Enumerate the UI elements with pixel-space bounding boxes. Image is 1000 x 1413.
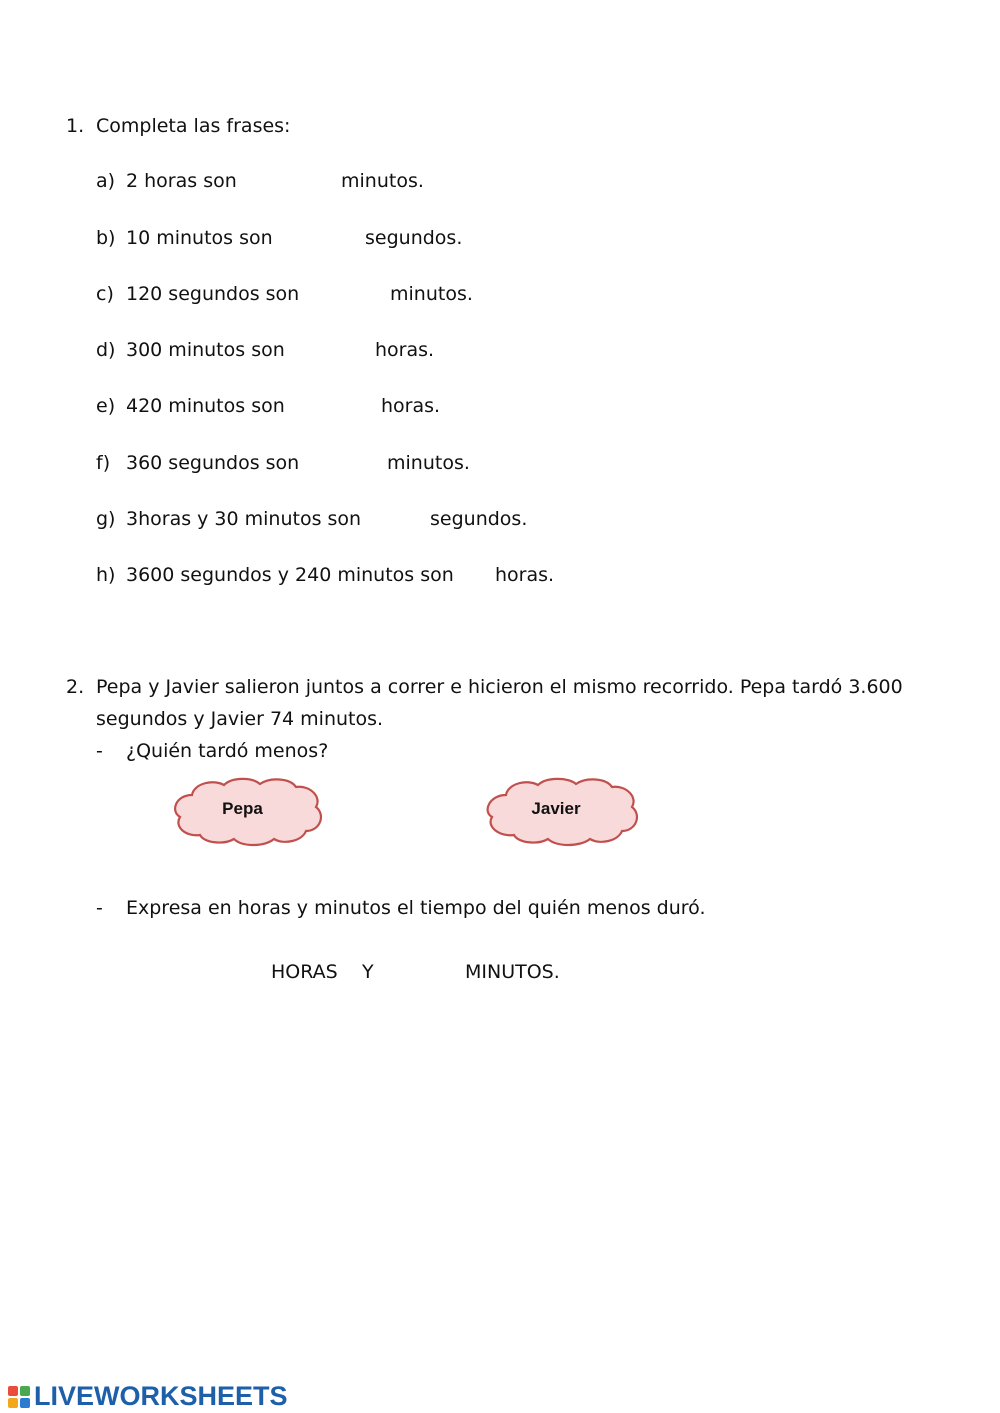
q1a-answer-blank[interactable] [275, 169, 285, 193]
q1g-text: 3horas y 30 minutos son [126, 508, 362, 530]
q1c-letter: c) [96, 283, 114, 305]
q1-title: Completa las frases: [96, 115, 291, 137]
q1c-unit: minutos. [390, 283, 473, 305]
q1f-answer-blank[interactable] [325, 451, 335, 475]
minutos-label: MINUTOS. [465, 961, 560, 983]
option-javier-cloud[interactable] [482, 775, 642, 847]
hours-answer-blank[interactable] [225, 960, 265, 984]
q1d-answer-blank[interactable] [318, 338, 328, 362]
q1g-answer-blank[interactable] [385, 507, 395, 531]
option-pepa-cloud[interactable] [170, 775, 325, 847]
q1b-unit: segundos. [365, 227, 463, 249]
q1h-answer-blank[interactable] [458, 563, 468, 587]
q1a-letter: a) [96, 170, 116, 192]
q1b-text: 10 minutos son [126, 227, 273, 249]
q1h-letter: h) [96, 564, 116, 586]
q1d-text: 300 minutos son [126, 339, 285, 361]
q2-sub1-dash: - [96, 740, 103, 762]
q2-line2: segundos y Javier 74 minutos. [96, 708, 384, 730]
q1b-letter: b) [96, 227, 116, 249]
brand-name: LIVEWORKSHEETS [34, 1381, 288, 1411]
q1c-text: 120 segundos son [126, 283, 300, 305]
q1h-unit: horas. [495, 564, 555, 586]
q2-line1: Pepa y Javier salieron juntos a correr e hicieron el mismo recorrido. Pepa tardó 3.600 [96, 676, 903, 698]
minutes-answer-blank[interactable] [395, 960, 455, 984]
q1c-answer-blank[interactable] [325, 282, 335, 306]
q1e-letter: e) [96, 395, 116, 417]
q1e-text: 420 minutos son [126, 395, 285, 417]
logo-blocks-icon [8, 1386, 30, 1408]
liveworksheets-logo [8, 1381, 288, 1412]
q1d-unit: horas. [375, 339, 435, 361]
q1f-text: 360 segundos son [126, 452, 300, 474]
q1h-text: 3600 segundos y 240 minutos son [126, 564, 454, 586]
q2-sub1-question: ¿Quién tardó menos? [126, 740, 329, 762]
q1-number: 1. [66, 115, 85, 137]
q1f-letter: f) [96, 452, 111, 474]
q2-sub2-dash: - [96, 897, 103, 919]
q2-number: 2. [66, 676, 85, 698]
q1g-unit: segundos. [430, 508, 528, 530]
q1f-unit: minutos. [387, 452, 470, 474]
option-pepa-label: Pepa [222, 799, 263, 818]
q1d-letter: d) [96, 339, 116, 361]
q1a-unit: minutos. [341, 170, 424, 192]
q1e-answer-blank[interactable] [320, 394, 330, 418]
q1a-text: 2 horas son [126, 170, 237, 192]
q1e-unit: horas. [381, 395, 441, 417]
horas-label: HORAS [271, 961, 338, 983]
option-javier-label: Javier [531, 799, 581, 818]
q1g-letter: g) [96, 508, 116, 530]
q2-sub2-instruction: Expresa en horas y minutos el tiempo del quién menos duró. [126, 897, 706, 919]
y-label: Y [362, 961, 374, 983]
q1b-answer-blank[interactable] [300, 226, 310, 250]
